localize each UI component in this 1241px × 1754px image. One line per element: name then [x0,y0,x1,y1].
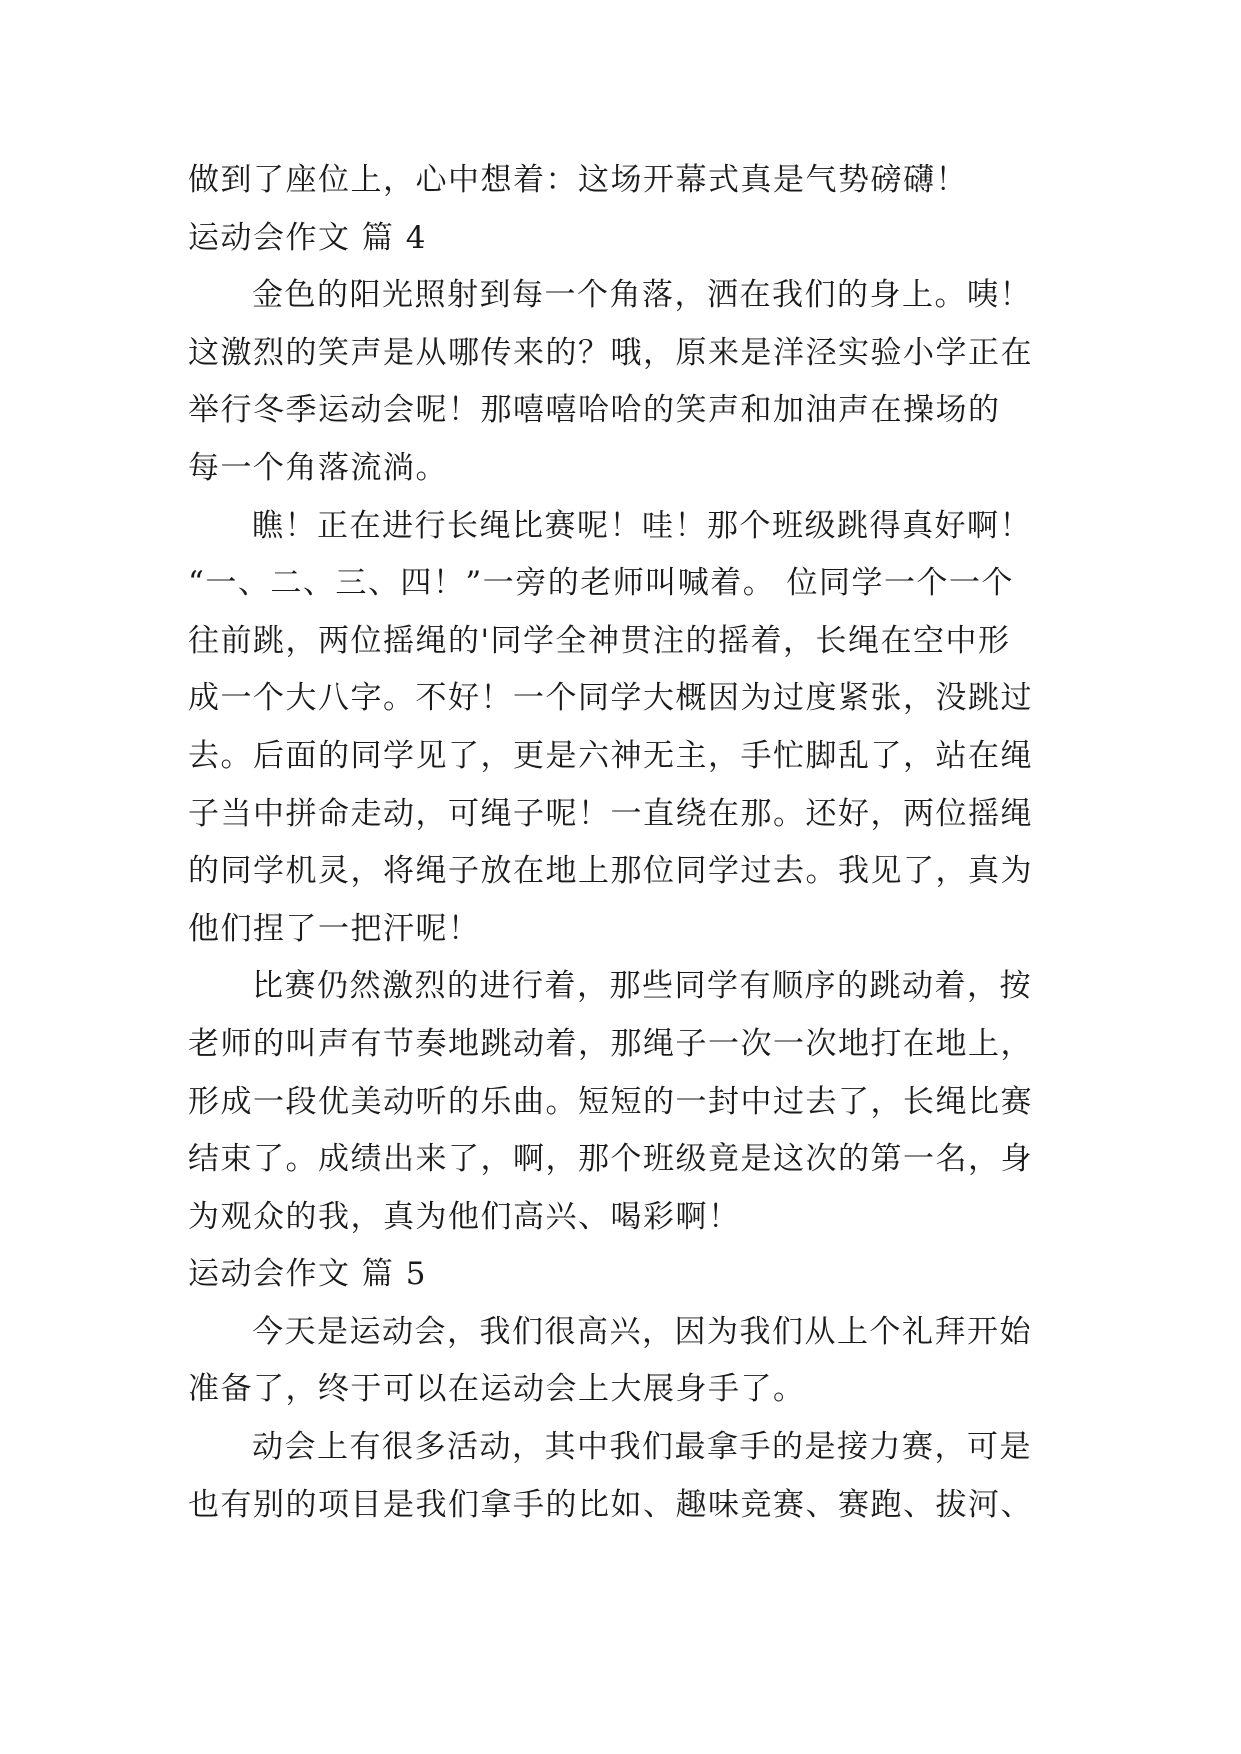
section-heading: 运动会作文 篇 5 [188,1256,427,1293]
text-line: 去。后面的同学见了，更是六神无主，手忙脚乱了，站在绳 [188,737,1033,774]
text-line: 瞧！正在进行长绳比赛呢！哇！那个班级跳得真好啊！ [252,507,1032,544]
text-line: 每一个角落流淌。 [188,449,448,486]
text-line: 做到了座位上，心中想着：这场开幕式真是气势磅礴！ [188,162,968,198]
text-line: 也有别的项目是我们拿手的比如、趣味竞赛、赛跑、拔河、 [188,1486,1033,1523]
text-line: 动会上有很多活动，其中我们最拿手的是接力赛，可是 [252,1429,1032,1466]
text-line: 为观众的我，真为他们高兴、喝彩啊！ [188,1198,741,1235]
text-line: 老师的叫声有节奏地跳动着，那绳子一次一次地打在地上， [188,1025,1033,1062]
text-line: 准备了，终于可以在运动会上大展身手了。 [188,1371,806,1408]
text-line: 结束了。成绩出来了，啊，那个班级竟是这次的第一名，身 [188,1141,1033,1178]
text-line: 子当中拼命走动，可绳子呢！一直绕在那。还好，两位摇绳 [188,795,1033,832]
text-line: 举行冬季运动会呢！那嘻嘻哈哈的笑声和加油声在操场的 [188,392,1001,429]
text-line: 的同学机灵，将绳子放在地上那位同学过去。我见了，真为 [188,853,1033,890]
text-line: 往前跳，两位摇绳的'同学全神贯注的摇着，长绳在空中形 [188,622,1011,659]
text-line: “一、二、三、四！”一旁的老师叫喊着。 位同学一个一个 [188,565,1015,602]
text-line: 比赛仍然激烈的进行着，那些同学有顺序的跳动着，按 [252,968,1032,1005]
text-line: 这激烈的笑声是从哪传来的？哦，原来是洋泾实验小学正在 [188,334,1033,371]
text-line: 金色的阳光照射到每一个角落，洒在我们的身上。咦！ [252,277,1032,314]
text-line: 他们捏了一把汗呢！ [188,910,481,947]
essay-text [188,152,1058,1534]
text-line: 形成一段优美动听的乐曲。短短的一封中过去了，长绳比赛 [188,1083,1033,1120]
text-line: 今天是运动会，我们很高兴，因为我们从上个礼拜开始 [252,1313,1032,1350]
section-heading: 运动会作文 篇 4 [188,219,427,256]
text-line: 成一个大八字。不好！一个同学大概因为过度紧张，没跳过 [188,680,1033,717]
